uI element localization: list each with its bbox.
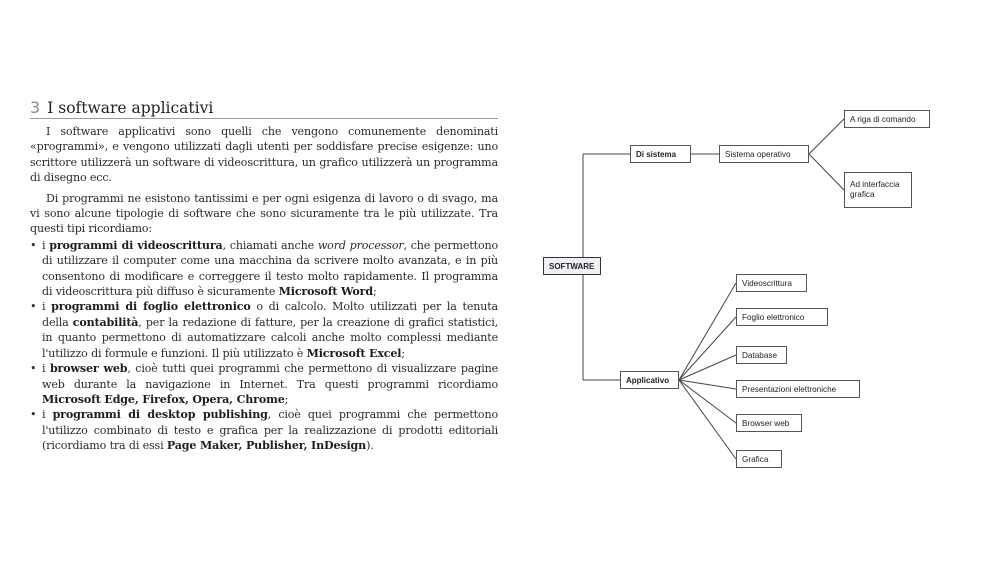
leaf-database: Database xyxy=(736,346,787,364)
node-software: SOFTWARE xyxy=(543,257,601,275)
connector-leaf-3 xyxy=(679,380,736,389)
section-software-applicativi xyxy=(30,98,498,454)
software-tree-diagram xyxy=(538,100,938,480)
connector-riga-comando xyxy=(809,119,844,154)
list-item-foglio-elettronico: • i programmi di foglio elettronico o di calcolo. Molto utilizzati per la tenuta della contabilità, per la redazione di fatture, per la creazione di grafici statistici, in quanto permettono di automatizzare calcoli anche molto complessi mediante l'utilizzo di formule e funzioni. Il più utilizzato è Microsoft Excel; xyxy=(30,299,498,361)
leaf-presentazioni: Presentazioni elettroniche xyxy=(736,380,860,398)
connector-interfaccia xyxy=(809,154,844,190)
list-item-browser-web: • i browser web, cioè tutti quei programmi che permettono di visualizzare pagine web durante la navigazione in Internet. Tra questi programmi ricordiamo Microsoft Edge, Firefox, Opera, Chrome; xyxy=(30,361,498,407)
software-types-list xyxy=(30,238,498,454)
node-di-sistema: Di sistema xyxy=(630,145,691,163)
second-paragraph: Di programmi ne esistono tantissimi e per ogni esigenza di lavoro o di svago, ma vi sono alcune tipologie di software che sono sicuramente tra le più utilizzate. Tra questi tipi ricordiamo: xyxy=(30,191,498,236)
node-riga-comando: A riga di comando xyxy=(844,110,930,128)
connector-leaf-2 xyxy=(679,355,736,380)
leaf-browser-web: Browser web xyxy=(736,414,802,432)
intro-paragraph: I software applicativi sono quelli che vengono comunemente denominati «programmi», e vengono utilizzati dagli utenti per soddisfare precise esigenze: uno scrittore utilizzerà un software di videoscrittura, un grafico utilizzerà un programma di disegno ecc. xyxy=(30,125,498,185)
section-title: I software applicativi xyxy=(47,99,214,117)
leaf-videoscrittura: Videoscrittura xyxy=(736,274,807,292)
connector-leaf-4 xyxy=(679,380,736,423)
node-sistema-operativo: Sistema operativo xyxy=(719,145,809,163)
connector-leaf-1 xyxy=(679,317,736,380)
connector-leaf-0 xyxy=(679,283,736,380)
leaf-foglio-elettronico: Foglio elettronico xyxy=(736,308,828,326)
connector-leaf-5 xyxy=(679,380,736,459)
list-item-videoscrittura: • i programmi di videoscrittura, chiamati anche word processor, che permettono di utilizzare il computer come una macchina da scrivere molto avanzata, e in più consentono di modificare e correggere il testo molto rapidamente. Il programma di videoscrittura più diffuso è sicuramente Microsoft Word; xyxy=(30,238,498,300)
node-interfaccia-grafica: Ad interfaccia grafica xyxy=(844,172,912,208)
section-number: 3 xyxy=(30,98,41,117)
section-heading xyxy=(30,98,498,119)
leaf-grafica: Grafica xyxy=(736,450,782,468)
list-item-desktop-publishing: • i programmi di desktop publishing, cioè quei programmi che permettono l'utilizzo combinato di testo e grafica per la realizzazione di prodotti editoriali (ricordiamo tra di essi Page Maker, Publisher, InDesign). xyxy=(30,407,498,453)
node-applicativo: Applicativo xyxy=(620,371,679,389)
